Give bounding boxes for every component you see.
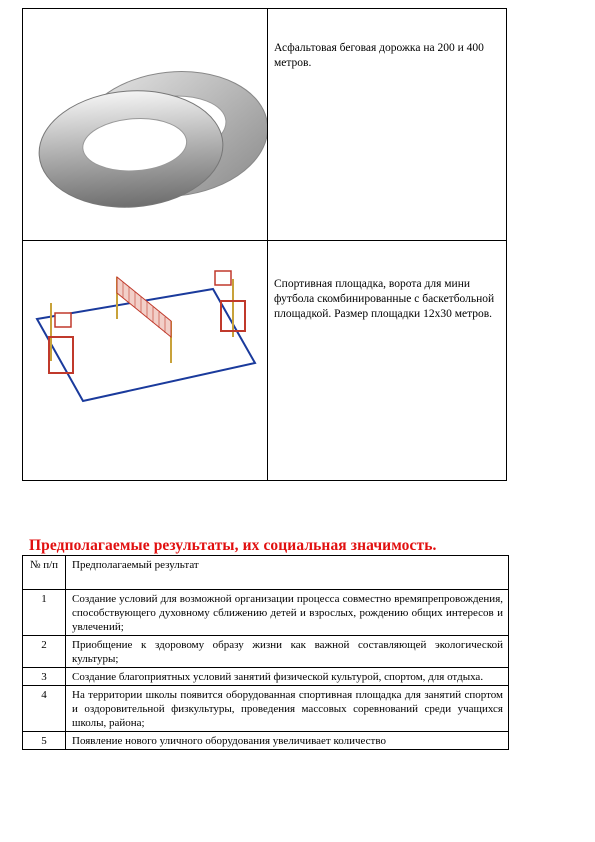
- facility-description-cell: [268, 241, 507, 481]
- table-row: [23, 732, 509, 750]
- results-table: [22, 555, 509, 750]
- facility-image-cell: [23, 9, 268, 241]
- facility-description-cell: [268, 9, 507, 241]
- row-num: 2: [23, 636, 66, 668]
- facility-row: [23, 9, 507, 241]
- row-num: 5: [23, 732, 66, 750]
- header-result: Предполагаемый результат: [66, 556, 509, 590]
- facility-row: [23, 241, 507, 481]
- results-header-row: [23, 556, 509, 590]
- row-num: 3: [23, 668, 66, 686]
- row-num: 4: [23, 686, 66, 732]
- row-text: На территории школы появится оборудованная спортивная площадка для занятий спортом и оздоровительной физкультуры, проведения массовых соревнований среди учащихся школы, района;: [66, 686, 509, 732]
- header-num: № п/п: [23, 556, 66, 590]
- row-text: Приобщение к здоровому образу жизни как важной составляющей экологической культуры;: [66, 636, 509, 668]
- row-text: Создание благоприятных условий занятий физической культурой, спортом, для отдыха.: [66, 668, 509, 686]
- table-row: [23, 686, 509, 732]
- track-icon: [23, 9, 267, 241]
- results-heading: Предполагаемые результаты, их социальная значимость.: [29, 537, 437, 554]
- facilities-table: [22, 8, 507, 481]
- table-row: [23, 668, 509, 686]
- row-num: 1: [23, 590, 66, 636]
- sports-court-icon: [23, 241, 267, 481]
- row-text: Создание условий для возможной организации процесса совместно времяпрепровождения, способствующего духовному сближению детей и взрослых, рождению общих интересов и увлечений;: [66, 590, 509, 636]
- facility-description: Асфальтовая беговая дорожка на 200 и 400 метров.: [274, 42, 484, 69]
- row-text: Появление нового уличного оборудования увеличивает количество: [66, 732, 509, 750]
- facility-image-cell: [23, 241, 268, 481]
- table-row: [23, 590, 509, 636]
- facility-description: Спортивная площадка, ворота для мини футбола скомбинированные с баскетбольной площадкой. Размер площадки 12х30 метров.: [274, 278, 495, 320]
- table-row: [23, 636, 509, 668]
